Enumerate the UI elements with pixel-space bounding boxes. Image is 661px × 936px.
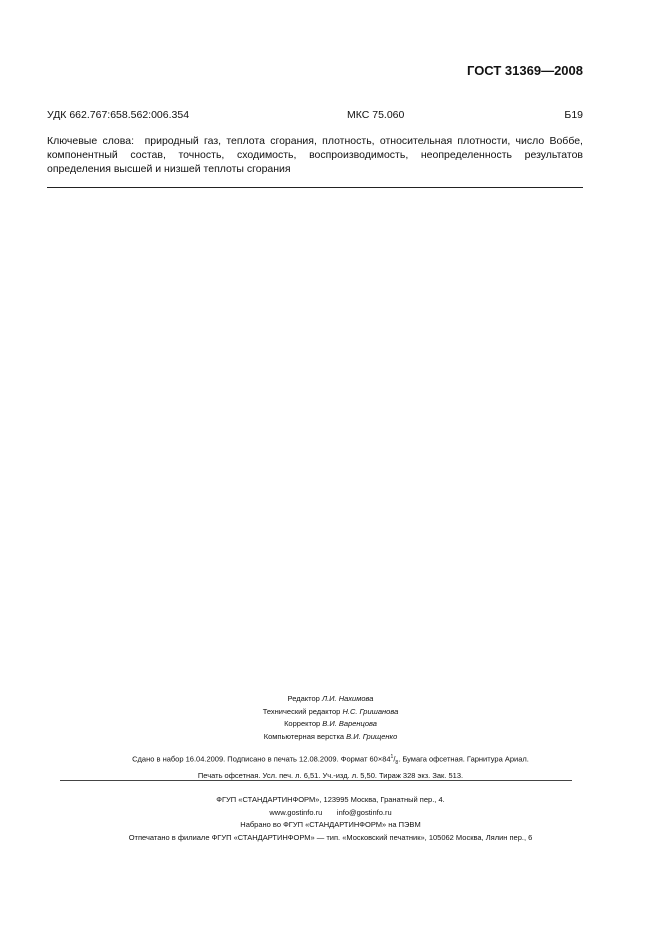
format-sep: / xyxy=(393,754,396,764)
udk-code: УДК 662.767:658.562:006.354 xyxy=(47,109,190,121)
credit-name: Л.И. Нахимова xyxy=(321,694,374,703)
publisher-address: ФГУП «СТАНДАРТИНФОРМ», 123995 Москва, Гранатный пер., 4. xyxy=(216,795,445,804)
standard-code: ГОСТ 31369—2008 xyxy=(467,63,583,78)
divider-bottom xyxy=(60,780,572,781)
print-info-text: Сдано в набор 16.04.2009. Подписано в печать 12.08.2009. Формат 60×84 xyxy=(132,754,391,764)
credit-name: Н.С. Гришанова xyxy=(342,706,399,716)
print-info-block xyxy=(0,751,661,782)
print-info-text: . Бумага офсетная. Гарнитура Ариал. xyxy=(398,754,529,764)
credit-name: В.И. Грищенко xyxy=(346,731,398,741)
credit-label: Компьютерная верстка xyxy=(263,731,345,741)
publisher-email: info@gostinfo.ru xyxy=(336,807,392,817)
credit-proofreader xyxy=(0,718,661,731)
credit-label: Редактор xyxy=(287,694,320,703)
publisher-printed: Отпечатано в филиале ФГУП «СТАНДАРТИНФОРМ» — тип. «Московский печатник», 105062 Москва, Лялин пер., 6 xyxy=(128,832,533,842)
keywords-text: природный газ, теплота сгорания, плотность, относительная плотности, число Воббе, компонентный состав, точность, сходимость, воспроизводимость, неопределенность результатов определения высшей и низшей теплоты сгорания xyxy=(47,135,583,175)
publisher-typeset: Набрано во ФГУП «СТАНДАРТИНФОРМ» на ПЭВМ xyxy=(240,820,421,829)
keywords-paragraph xyxy=(47,134,583,176)
print-info-line-2: Печать офсетная. Усл. печ. л. 6,51. Уч.-изд. л. 5,50. Тираж 328 экз. Зак. 513. xyxy=(197,770,464,780)
credit-label: Технический редактор xyxy=(262,706,341,716)
group-code: Б19 xyxy=(564,109,583,121)
credit-layout xyxy=(0,731,661,744)
divider-top xyxy=(47,187,583,188)
mks-code: МКС 75.060 xyxy=(347,109,405,121)
keywords-label: Ключевые слова: xyxy=(47,135,134,147)
format-sub: 8 xyxy=(395,760,399,766)
print-info-line-1 xyxy=(0,751,661,770)
credit-name: В.И. Варенцова xyxy=(322,719,377,728)
publisher-contacts xyxy=(0,807,661,820)
publisher-website: www.gostinfo.ru xyxy=(269,807,323,817)
credit-label: Корректор xyxy=(284,719,321,728)
format-sup: 1 xyxy=(390,754,394,760)
credit-editor xyxy=(0,693,661,706)
credit-tech-editor xyxy=(0,706,661,719)
publisher-block xyxy=(0,794,661,844)
credits-block xyxy=(0,693,661,743)
